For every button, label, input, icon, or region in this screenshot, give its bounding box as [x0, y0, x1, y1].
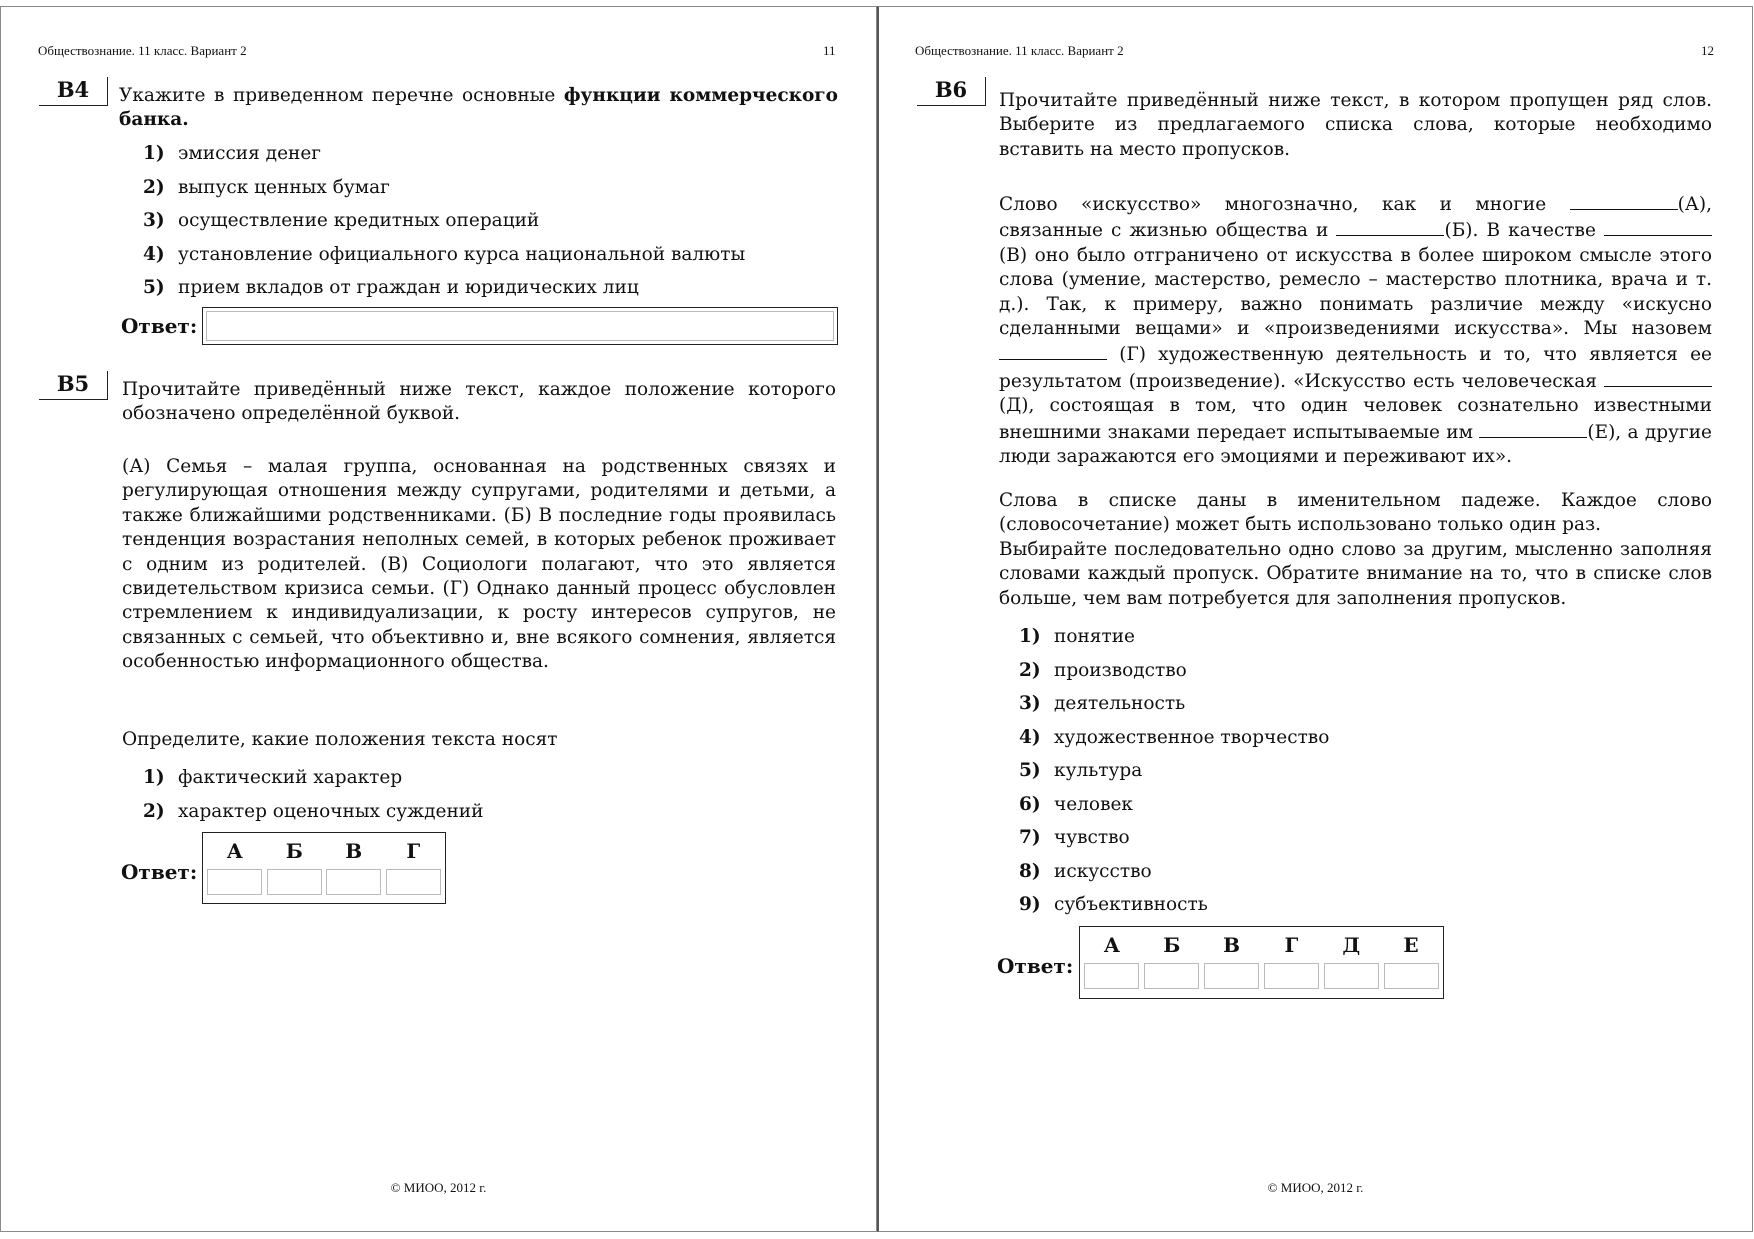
answer-column	[1381, 927, 1441, 998]
b6-passage-part: (Е), а другие люди заражаются его эмоциями и переживают их».	[999, 421, 1713, 468]
b5-options	[143, 766, 483, 833]
answer-column-letter: Г	[406, 839, 421, 863]
option-number: 3)	[1019, 693, 1041, 714]
option-text: выпуск ценных бумаг	[178, 176, 390, 198]
b6-passage-part: (Б). В качестве	[1444, 220, 1605, 242]
answer-cell[interactable]	[1084, 963, 1139, 989]
list-item	[1019, 793, 1329, 827]
answer-cell[interactable]	[1204, 963, 1259, 989]
option-number: 9)	[1019, 894, 1041, 915]
option-number: 8)	[1019, 860, 1041, 882]
b6-prompt: Прочитайте приведённый ниже текст, в котором пропущен ряд слов. Выберите из предлагаемого списка слова, которые необходимо вставить на место пропусков.	[999, 90, 1712, 160]
option-text: деятельность	[1054, 693, 1186, 714]
answer-column-letter: В	[1223, 933, 1241, 957]
option-number: 4)	[1019, 726, 1041, 748]
answer-column-letter: Д	[1342, 933, 1361, 957]
b6-passage-part: (Г) художественную деятельность и то, что является ее результатом (произведение). «Искусство есть человеческая	[999, 344, 1712, 392]
b6-passage-part: (А), связанные с жизнью общества и	[999, 194, 1712, 242]
answer-cell[interactable]	[386, 869, 441, 895]
header-title: Обществознание. 11 класс. Вариант 2	[915, 43, 1124, 58]
answer-cell[interactable]	[1324, 963, 1379, 989]
answer-cell[interactable]	[1384, 963, 1439, 989]
option-number: 7)	[1019, 827, 1041, 848]
blank-v	[1604, 217, 1712, 236]
option-text: художественное творчество	[1054, 726, 1330, 748]
option-text: установление официального курса национальной валюты	[178, 243, 746, 265]
list-item	[1019, 860, 1329, 894]
question-label-b6: B6	[917, 77, 986, 106]
answer-column-letter: А	[1103, 933, 1121, 957]
list-item	[1019, 893, 1329, 927]
option-number: 1)	[1019, 626, 1041, 647]
b4-prompt-bold: функции коммерческого банка.	[119, 85, 838, 131]
question-label-b4: B4	[39, 77, 108, 106]
blank-g	[999, 341, 1107, 360]
answer-column	[1082, 927, 1142, 998]
blank-d	[1604, 368, 1712, 387]
b4-prompt-text: Укажите в приведенном перечне основные	[119, 85, 556, 106]
list-item	[1019, 659, 1329, 693]
option-text: культура	[1054, 760, 1143, 781]
footer-copyright: © МИОО, 2012 г.	[390, 1180, 487, 1195]
option-number: 5)	[1019, 760, 1041, 781]
option-text: понятие	[1054, 626, 1135, 647]
page-number: 11	[823, 43, 836, 58]
list-item	[1019, 759, 1329, 793]
option-text: искусство	[1054, 860, 1152, 882]
answer-column-letter: Б	[1163, 933, 1181, 957]
answer-column	[1202, 927, 1262, 998]
footer-copyright: © МИОО, 2012 г.	[1267, 1180, 1364, 1195]
b6-passage-part: (В) оно было отграничено от искусства в более широком смысле этого слова (умение, мастерство, ремесло – мастерство плотника, врача и т. д.). Так, к примеру, важно понимать различие между «искусно сделанными вещами» и «произведениями искусства». Мы назовем	[999, 244, 1712, 340]
option-text: прием вкладов от граждан и юридических лиц	[178, 277, 639, 298]
answer-column-letter: А	[226, 839, 243, 863]
left-page	[0, 6, 877, 1232]
page-number: 12	[1701, 43, 1714, 58]
option-number: 6)	[1019, 793, 1041, 815]
list-item	[143, 142, 745, 176]
list-item	[1019, 692, 1329, 726]
answer-column-letter: В	[345, 839, 363, 863]
list-item	[143, 276, 745, 310]
answer-cell[interactable]	[267, 869, 322, 895]
answer-column	[265, 833, 325, 903]
b4-answer-field[interactable]	[202, 307, 838, 345]
option-number: 2)	[1019, 659, 1041, 681]
b4-prompt	[119, 84, 838, 133]
b6-passage-part: (Д), состоящая в том, что один человек сознательно известными внешними знаками передает испытываемые им	[999, 395, 1712, 443]
option-text: фактический характер	[178, 767, 403, 788]
option-text: производство	[1054, 659, 1187, 681]
list-item	[143, 176, 745, 210]
right-page	[877, 6, 1753, 1232]
list-item	[143, 766, 483, 800]
option-text: чувство	[1054, 827, 1130, 848]
b4-answer-label: Ответ:	[121, 314, 198, 338]
question-label-b5: B5	[39, 371, 108, 400]
answer-column	[324, 833, 384, 903]
option-number: 2)	[143, 176, 165, 198]
b6-passage	[999, 191, 1712, 469]
b5-prompt: Прочитайте приведённый ниже текст, каждое положение которого обозначено определённой буквой.	[122, 379, 836, 425]
blank-e	[1479, 419, 1587, 438]
b6-instructions-1: Слова в списке даны в именительном падеже. Каждое слово (словосочетание) может быть использовано только один раз.	[999, 490, 1712, 536]
option-number: 5)	[143, 277, 165, 298]
header-title: Обществознание. 11 класс. Вариант 2	[38, 43, 247, 58]
b5-answer-label: Ответ:	[121, 860, 198, 884]
answer-column	[384, 833, 444, 903]
list-item	[143, 209, 745, 243]
option-text: субъективность	[1054, 894, 1208, 915]
answer-column	[1142, 927, 1202, 998]
list-item	[143, 800, 483, 834]
list-item	[143, 243, 745, 277]
option-number: 1)	[143, 767, 165, 788]
blank-b	[1336, 217, 1444, 236]
answer-cell[interactable]	[1144, 963, 1199, 989]
option-text: характер оценочных суждений	[178, 800, 484, 822]
list-item	[1019, 826, 1329, 860]
answer-column	[205, 833, 265, 903]
option-number: 4)	[143, 243, 165, 265]
b6-answer-label: Ответ:	[997, 954, 1074, 978]
answer-cell[interactable]	[1264, 963, 1319, 989]
option-text: человек	[1054, 793, 1133, 815]
blank-a	[1570, 191, 1678, 210]
answer-column-letter: Г	[1284, 933, 1299, 957]
answer-cell[interactable]	[326, 869, 381, 895]
answer-cell[interactable]	[207, 869, 262, 895]
b6-options	[1019, 625, 1329, 927]
list-item	[1019, 726, 1329, 760]
option-text: осуществление кредитных операций	[178, 210, 540, 231]
option-text: эмиссия денег	[178, 143, 321, 164]
b6-passage-part: Слово «искусство» многозначно, как и многие	[999, 194, 1570, 215]
option-number: 1)	[143, 143, 165, 164]
option-number: 2)	[143, 800, 165, 822]
answer-column	[1261, 927, 1321, 998]
b5-question: Определите, какие положения текста носят	[122, 729, 558, 750]
answer-column	[1321, 927, 1381, 998]
b4-options	[143, 142, 745, 310]
b6-answer-grid	[1079, 926, 1444, 999]
b5-answer-grid	[202, 832, 446, 904]
b5-passage: (А) Семья – малая группа, основанная на родственных связях и регулирующая отношения между супругами, родителями и детьми, а также ближайшими родственниками. (Б) В последние годы проявилась тенденция возрастания неполных семей, в которых ребенок проживает с одним из родителей. (В) Социологи полагают, что это является свидетельством кризиса семьи. (Г) Однако данный процесс обусловлен стремлением к индивидуализации, к росту интересов супругов, не связанных с семьей, что объективно и, вне всякого сомнения, является особенностью информационного общества.	[122, 456, 836, 673]
answer-column-letter: Е	[1403, 933, 1419, 957]
b6-instructions-2: Выбирайте последовательно одно слово за другим, мысленно заполняя словами каждый пропуск. Обратите внимание на то, что в списке слов больше, чем вам потребуется для заполнения пропусков.	[999, 539, 1712, 609]
list-item	[1019, 625, 1329, 659]
answer-column-letter: Б	[285, 839, 303, 863]
option-number: 3)	[143, 210, 165, 231]
